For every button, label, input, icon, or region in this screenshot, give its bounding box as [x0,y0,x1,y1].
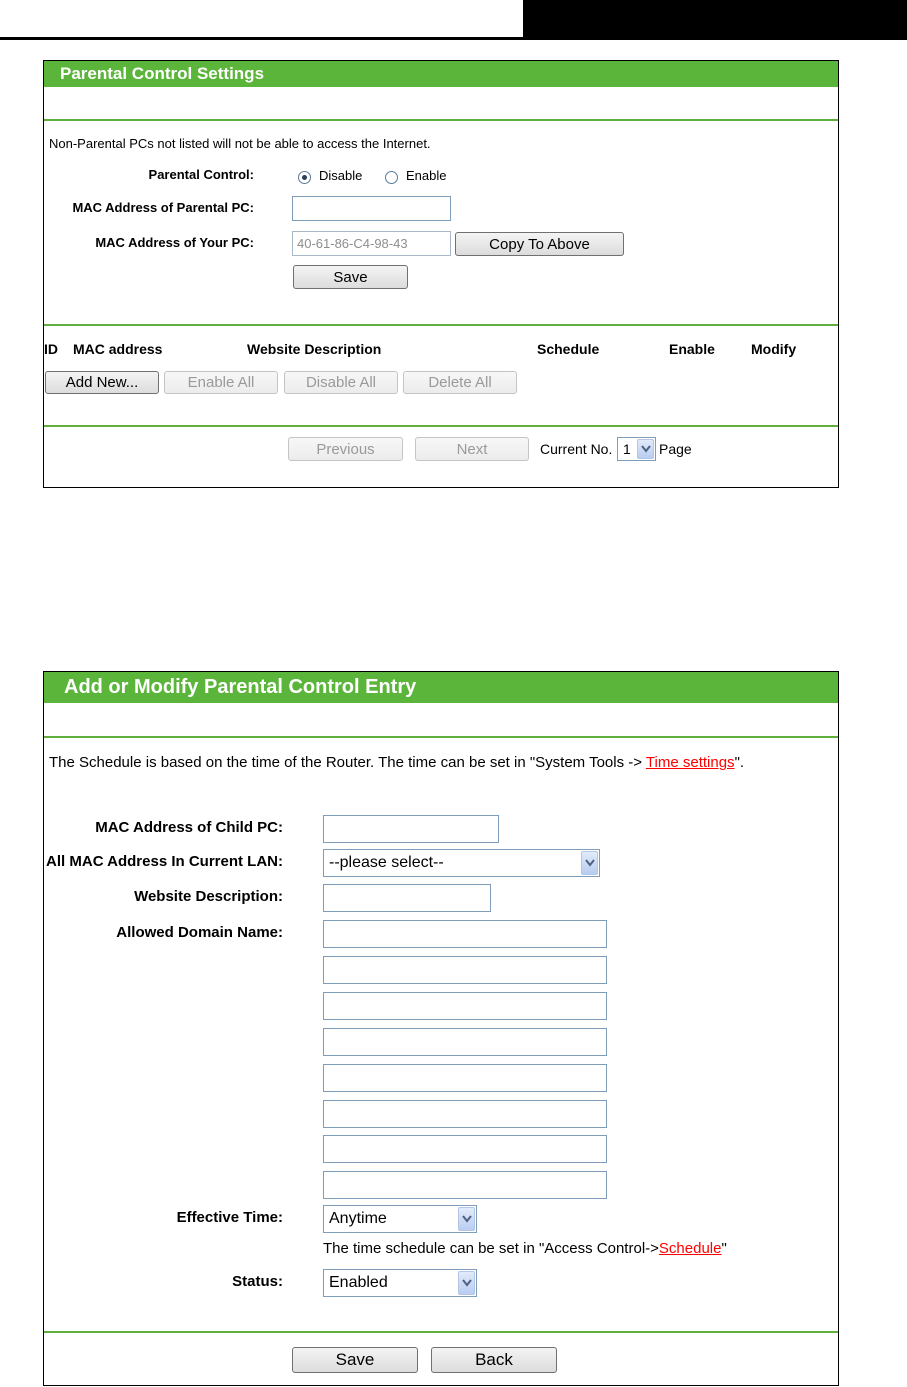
column-header-enable: Enable [669,341,715,357]
parental-control-settings-panel [43,60,839,488]
disable-all-button[interactable]: Disable All [284,371,398,394]
divider [44,425,838,427]
notice-suffix: ". [734,754,745,771]
current-page-select[interactable] [617,437,656,461]
page-label: Page [659,441,692,457]
effective-time-select[interactable] [323,1205,477,1233]
delete-all-button[interactable]: Delete All [403,371,517,394]
divider [44,1331,838,1333]
effective-time-label: Effective Time: [176,1209,283,1226]
mac-child-input[interactable] [323,815,499,843]
allowed-domain-input-4[interactable] [323,1028,607,1056]
schedule-note-suffix: " [721,1240,727,1257]
column-header-schedule: Schedule [537,341,600,357]
allowed-domain-input-7[interactable] [323,1135,607,1163]
schedule-note-prefix: The time schedule can be set in "Access Control-> [323,1240,659,1257]
mac-your-pc-input[interactable] [292,231,451,256]
notice-text: Non-Parental PCs not listed will not be able to access the Internet. [49,136,431,151]
column-header-id: ID [44,341,58,357]
copy-to-above-button[interactable]: Copy To Above [455,232,624,256]
save-button[interactable]: Save [293,265,408,289]
divider [44,736,838,738]
column-header-modify: Modify [751,341,797,357]
column-header-mac: MAC address [73,341,163,357]
allowed-domain-input-5[interactable] [323,1064,607,1092]
disable-label: Disable [319,168,363,183]
previous-button[interactable]: Previous [288,437,403,461]
schedule-notice-text [49,754,744,771]
notice-prefix: The Schedule is based on the time of the Router. The time can be set in "System Tools -> [49,754,646,771]
all-mac-value: --please select-- [329,854,444,871]
disable-radio[interactable] [298,171,311,184]
next-button[interactable]: Next [415,437,529,461]
effective-time-value: Anytime [329,1210,387,1227]
chevron-down-icon [458,1271,475,1295]
mac-child-label: MAC Address of Child PC: [95,819,283,836]
allowed-domain-input-8[interactable] [323,1171,607,1199]
page-header-rule [0,37,907,40]
current-page-value: 1 [623,441,631,457]
allowed-domain-input-6[interactable] [323,1100,607,1128]
add-new-button[interactable]: Add New... [45,371,159,394]
mac-your-pc-label: MAC Address of Your PC: [95,235,254,250]
chevron-down-icon [581,851,598,875]
divider [44,119,838,121]
schedule-link[interactable]: Schedule [658,1240,722,1257]
mac-parental-input[interactable] [292,196,451,221]
page-header-bar [523,0,907,37]
allowed-domain-input-2[interactable] [323,956,607,984]
allowed-domain-input-3[interactable] [323,992,607,1020]
all-mac-label: All MAC Address In Current LAN: [46,853,283,870]
back-button[interactable]: Back [431,1347,557,1373]
allowed-domain-label: Allowed Domain Name: [116,924,283,941]
all-mac-select[interactable] [323,849,600,877]
current-no-label: Current No. [540,441,613,457]
enable-label: Enable [406,168,447,183]
panel-title: Add or Modify Parental Control Entry [44,672,838,703]
status-select[interactable] [323,1269,477,1297]
column-header-website: Website Description [247,341,382,357]
save-button[interactable]: Save [292,1347,418,1373]
parental-control-label: Parental Control: [148,167,254,182]
enable-all-button[interactable]: Enable All [164,371,278,394]
mac-parental-label: MAC Address of Parental PC: [72,200,254,215]
chevron-down-icon [637,439,654,459]
divider [44,324,838,326]
schedule-note-text [323,1240,727,1257]
status-label: Status: [232,1273,283,1290]
allowed-domain-input-1[interactable] [323,920,607,948]
panel-title: Parental Control Settings [44,61,838,87]
status-value: Enabled [329,1274,388,1291]
website-description-input[interactable] [323,884,491,912]
time-settings-link[interactable]: Time settings [645,754,735,771]
website-description-label: Website Description: [134,888,283,905]
chevron-down-icon [458,1207,475,1231]
add-modify-entry-panel [43,671,839,1386]
enable-radio[interactable] [385,171,398,184]
